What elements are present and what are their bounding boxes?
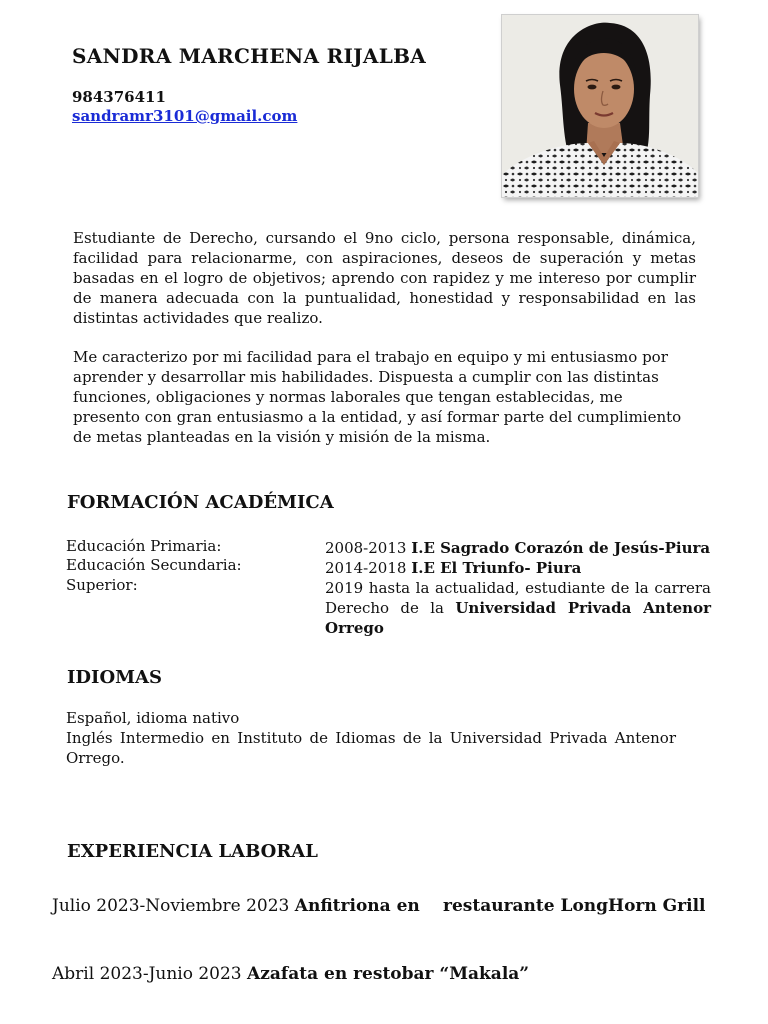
experience-item: [52, 896, 420, 916]
education-primary-school: I.E Sagrado Corazón de Jesús-Piura: [411, 539, 711, 557]
language-english: Inglés Intermedio en Instituto de Idiomas de la Universidad Privada Antenor Orrego.: [66, 729, 676, 767]
education-heading: FORMACIÓN ACADÉMICA: [67, 492, 334, 513]
phone-number: 984376411: [72, 88, 166, 106]
language-spanish: Español, idioma nativo: [66, 709, 240, 727]
education-primary-years: 2008-2013: [325, 539, 407, 557]
experience-heading: EXPERIENCIA LABORAL: [67, 841, 318, 862]
experience-role: Anfitriona en: [294, 896, 420, 916]
profile-teamwork-line: aprender y desarrollar mis habilidades. Dispuesta a cumplir con las distintas: [73, 368, 659, 386]
profile-photo-illustration: [502, 15, 698, 197]
experience-role: Azafata en restobar “Makala”: [247, 964, 530, 984]
education-superior: [325, 578, 711, 638]
education-secondary-years: 2014-2018: [325, 559, 407, 577]
profile-teamwork-line: presento con gran entusiasmo a la entidad, y así formar parte del cumplimiento: [73, 408, 682, 426]
education-superior-institution: Universidad Privada Antenor Orrego: [325, 599, 711, 637]
experience-item: [52, 964, 529, 984]
email-link[interactable]: sandramr3101@gmail.com: [72, 107, 298, 125]
education-label-secondary: Educación Secundaria:: [66, 556, 242, 574]
education-superior-text: 2019 hasta la actualidad, estudiante de la carrera Derecho de la: [325, 579, 711, 617]
languages-heading: IDIOMAS: [67, 667, 163, 688]
experience-place-name: restaurante LongHorn Grill: [443, 896, 706, 916]
profile-summary: Estudiante de Derecho, cursando el 9no ciclo, persona responsable, dinámica, facilidad para relacionarme, con aspiraciones, deseos de superación y metas basadas en el logro de objetivos; aprendo con rapidez y me intereso por cumplir de manera adecuada con la puntualidad, honestidad y responsabilidad en las distintas actividades que realizo.: [73, 229, 696, 327]
profile-photo: [502, 15, 698, 197]
education-primary: [325, 538, 711, 558]
education-label-superior: Superior:: [66, 576, 138, 594]
profile-teamwork-line: de metas planteadas en la visión y misión de la misma.: [73, 428, 491, 446]
profile-teamwork-line: Me caracterizo por mi facilidad para el trabajo en equipo y mi entusiasmo por: [73, 348, 668, 366]
candidate-name: SANDRA MARCHENA RIJALBA: [72, 44, 427, 68]
experience-place: [443, 896, 706, 916]
education-label-primary: Educación Primaria:: [66, 537, 222, 555]
experience-period: Julio 2023-Noviembre 2023: [52, 896, 290, 916]
education-secondary: [325, 558, 711, 578]
education-secondary-school: I.E El Triunfo- Piura: [411, 559, 582, 577]
profile-teamwork-line: funciones, obligaciones y normas laborales que tengan establecidas, me: [73, 388, 623, 406]
experience-period: Abril 2023-Junio 2023: [52, 964, 242, 984]
profile-teamwork: [73, 347, 696, 447]
